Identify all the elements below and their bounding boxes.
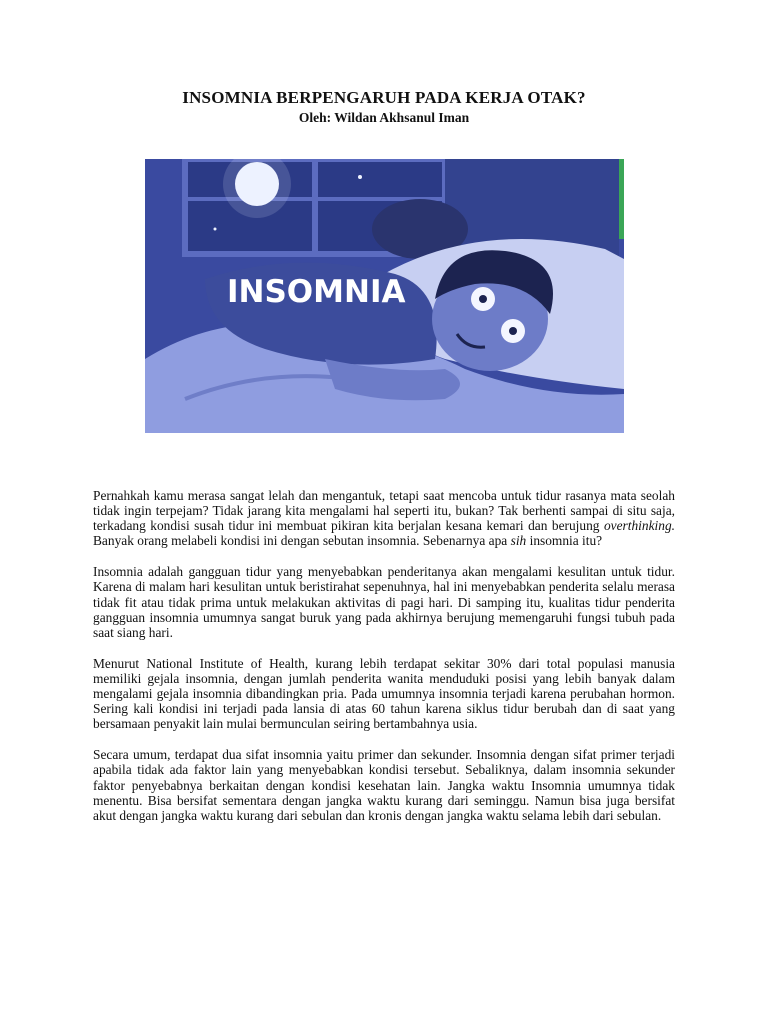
star [358,175,362,179]
paragraph-3: Menurut National Institute of Health, kurang lebih terdapat sekitar 30% dari total populasi manusia memiliki gejala insomnia, dengan jumlah penderita wanita menduduki posisi yang lebih banyak dalam mengalami gejala insomnia dibandingkan pria. Pada umumnya insomnia terjadi karena perubahan hormon. Sering kali kondisi ini terjadi pada lansia di atas 60 tahun karena siklus tidur berubah dan di saat yang bersamaan penyakit lain mulai bermunculan seiring bertambahnya usia. [93,655,675,732]
paragraph-1-part-b: Banyak orang melabeli kondisi ini dengan sebutan insomnia. Sebenarnya apa [93,533,511,549]
paragraph-1-part-c: insomnia itu? [526,533,603,549]
author-byline: Oleh: Wildan Akhsanul Iman [298,110,470,125]
paragraph-1-italic-overthinking: overthinking. [603,518,675,534]
star [214,228,217,231]
illustration-overlay-text: INSOMNIA [227,274,406,310]
left-pupil [479,295,487,303]
article-body [93,488,675,839]
image-edge [619,159,624,239]
paragraph-1-italic-sih: sih [510,533,527,549]
paragraph-1-part-a: Pernahkah kamu merasa sangat lelah dan mengantuk, tetapi saat mencoba untuk tidur rasanya mata seolah tidak ingin terpejam? Tidak jarang kita mengalami hal seperti itu, bukan? Tak berhenti sampai di situ saja, terkadang kondisi susah tidur ini membuat pikiran kita berjalan kesana kemari dan berujung [93,488,675,534]
document-title: INSOMNIA BERPENGARUH PADA KERJA OTAK? [182,88,586,107]
illustration-svg [145,159,624,433]
paragraph-4: Secara umum, terdapat dua sifat insomnia yaitu primer dan sekunder. Insomnia dengan sifat primer terjadi apabila tidak ada faktor lain yang menyebabkan kondisi tersebut. Sebaliknya, dalam insomnia sekunder faktor penyebabnya berkaitan dengan kondisi kesehatan lain. Jangka waktu Insomnia umumnya tidak menentu. Bisa bersifat sementara dengan jangka waktu kurang dari seminggu. Namun bisa juga bersifat akut dengan jangka waktu kurang dari sebulan dan kronis dengan jangka waktu selama lebih dari sebulan. [93,747,675,823]
paragraph-2: Insomnia adalah gangguan tidur yang menyebabkan penderitanya akan mengalami kesulitan untuk tidur. Karena di malam hari kesulitan untuk beristirahat sepenuhnya, hal ini menyebabkan penderita selalu merasa tidak fit atau tidak prima untuk melakukan aktivitas di pagi hari. Di samping itu, kualitas tidur penderita gangguan insomnia umumnya sangat buruk yang pada akhirnya berujung memengaruhi fungsi tubuh pada saat siang hari. [93,564,675,640]
insomnia-illustration [145,159,624,433]
paragraph-1 [93,488,675,548]
right-pupil [509,327,517,335]
